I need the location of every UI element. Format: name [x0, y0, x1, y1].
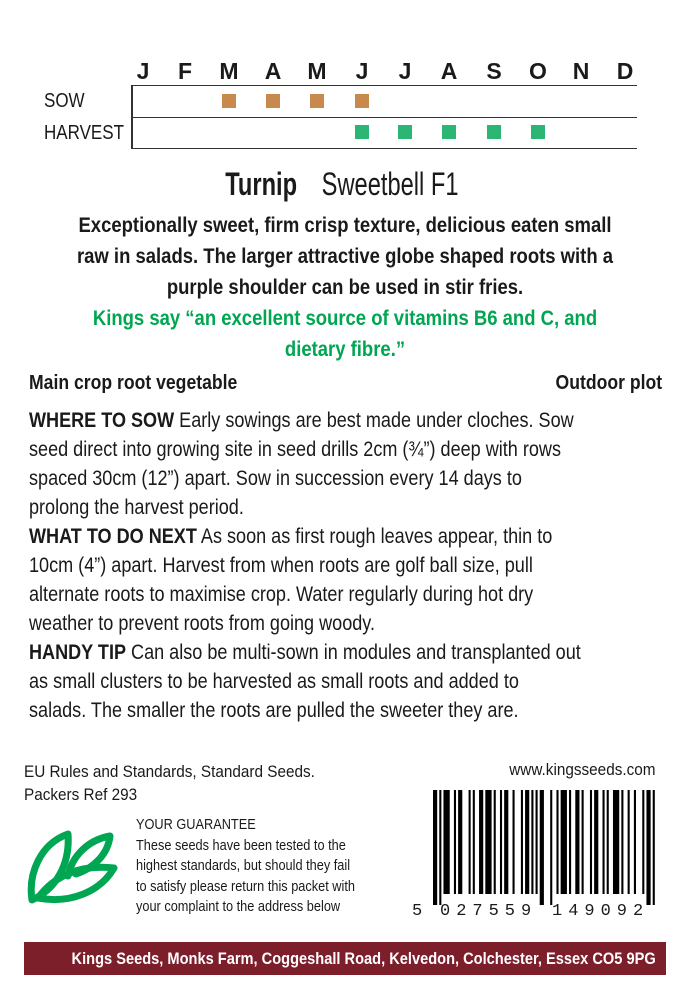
calendar-top-line [132, 85, 637, 86]
barcode-bar [479, 790, 483, 894]
barcode-bar [590, 790, 592, 894]
month-label: D [616, 58, 634, 84]
standards-line: EU Rules and Standards, Standard Seeds. [24, 762, 315, 781]
barcode-bar [642, 790, 644, 894]
next-line: 10cm (4”) apart. Harvest from when roots are golf ball size, pull [29, 554, 533, 577]
barcode-bar [607, 790, 609, 894]
barcode-bar [504, 790, 508, 894]
calendar-left-border [131, 85, 133, 149]
guarantee-line: your complaint to the address below [136, 898, 341, 915]
description-line: purple shoulder can be used in stir fries. [166, 276, 524, 299]
barcode-bar [634, 790, 636, 894]
barcode-bar [613, 790, 619, 894]
product-title [0, 166, 690, 203]
barcode-bar [525, 790, 529, 894]
barcode-bar [494, 790, 496, 894]
where-line: Early sowings are best made under cloches. Sow [174, 409, 574, 432]
month-label: M [219, 58, 239, 84]
tip-line: Can also be multi-sown in modules and transplanted out [126, 641, 581, 664]
quote-line: Kings say “an excellent source of vitamins B6 and C, and [92, 307, 598, 330]
harvest-mark [355, 125, 369, 139]
instructions [29, 406, 669, 725]
month-label: N [572, 58, 590, 84]
barcode-bar [582, 790, 584, 894]
barcode [433, 790, 659, 905]
crop-type: Main crop root vegetable [29, 372, 238, 394]
month-label: J [136, 58, 150, 84]
month-label: F [177, 58, 193, 84]
barcode-bar [540, 790, 544, 905]
barcode-bar [500, 790, 502, 894]
harvest-label: HARVEST [44, 122, 124, 144]
product-name: Turnip [225, 166, 298, 202]
month-label: S [486, 58, 502, 84]
where-line: prolong the harvest period. [29, 496, 244, 519]
month-label: A [264, 58, 282, 84]
barcode-bar [439, 790, 441, 905]
next-line: As soon as first rough leaves appear, thin to [196, 525, 553, 548]
what-to-do-next-heading: WHAT TO DO NEXT [29, 525, 197, 548]
sow-row-line [132, 117, 637, 118]
barcode-bar [521, 790, 523, 894]
website-link[interactable]: www.kingsseeds.com [509, 760, 656, 779]
standards-line: Packers Ref 293 [24, 785, 138, 804]
where-line: seed direct into growing site in seed drills 2cm (¾”) deep with rows [29, 438, 562, 461]
barcode-bar [646, 790, 650, 905]
sow-label: SOW [44, 90, 85, 112]
barcode-bar [454, 790, 456, 894]
harvest-mark [442, 125, 456, 139]
leaf-logo-icon [24, 826, 120, 906]
barcode-bar [594, 790, 598, 894]
month-label: M [307, 58, 327, 84]
barcode-bar [536, 790, 538, 894]
barcode-bar [443, 790, 449, 894]
harvest-mark [531, 125, 545, 139]
barcode-bar [433, 790, 437, 905]
next-line: alternate roots to maximise crop. Water regularly during hot dry [29, 583, 534, 606]
barcode-bar [603, 790, 605, 894]
barcode-bar [653, 790, 655, 905]
harvest-mark [398, 125, 412, 139]
sow-mark [266, 94, 280, 108]
barcode-bar [513, 790, 515, 894]
description [0, 210, 690, 303]
where-to-sow-heading: WHERE TO SOW [29, 409, 175, 432]
sow-mark [222, 94, 236, 108]
tip-line: salads. The smaller the roots are pulled the sweeter they are. [29, 699, 519, 722]
barcode-bar [485, 790, 491, 894]
kings-quote [0, 303, 690, 365]
standards [24, 760, 347, 806]
footer-address: Kings Seeds, Monks Farm, Coggeshall Road, Kelvedon, Colchester, Essex CO5 9PG [71, 949, 656, 968]
tip-line: as small clusters to be harvested as small roots and added to [29, 670, 519, 693]
barcode-first-digit: 5 [412, 902, 423, 921]
month-label: O [529, 58, 547, 84]
next-line: weather to prevent roots from going woody. [29, 612, 376, 635]
barcode-right-digits: 149092 [552, 902, 650, 921]
barcode-bar [550, 790, 552, 905]
barcode-bar [469, 790, 471, 894]
barcode-bar [575, 790, 579, 894]
barcode-bar [531, 790, 533, 894]
where-line: spaced 30cm (12”) apart. Sow in succession every 14 days to [29, 467, 522, 490]
barcode-bar [458, 790, 462, 894]
guarantee-line: highest standards, but should they fail [136, 857, 351, 874]
product-variety: Sweetbell F1 [322, 166, 460, 202]
barcode-left-digits: 027559 [440, 902, 538, 921]
harvest-row-line [132, 148, 637, 149]
barcode-bar [569, 790, 571, 894]
month-header [0, 58, 690, 84]
description-line: Exceptionally sweet, firm crisp texture, delicious eaten small [78, 214, 612, 237]
footer-address-bar [24, 942, 666, 975]
guarantee-line: These seeds have been tested to the [136, 836, 346, 854]
location: Outdoor plot [555, 372, 662, 394]
month-label: J [398, 58, 412, 84]
guarantee-line: to satisfy please return this packet with [136, 877, 355, 895]
barcode-bar [621, 790, 623, 894]
sow-mark [310, 94, 324, 108]
month-label: A [440, 58, 458, 84]
month-label: J [355, 58, 369, 84]
barcode-bar [556, 790, 558, 894]
guarantee [136, 815, 394, 918]
quote-line: dietary fibre.” [284, 338, 406, 361]
barcode-bar [561, 790, 567, 894]
barcode-bar [473, 790, 475, 894]
handy-tip-heading: HANDY TIP [29, 641, 127, 664]
barcode-bar [628, 790, 630, 894]
harvest-mark [487, 125, 501, 139]
sow-mark [355, 94, 369, 108]
guarantee-heading: YOUR GUARANTEE [136, 816, 256, 833]
description-line: raw in salads. The larger attractive globe shaped roots with a [76, 245, 614, 268]
